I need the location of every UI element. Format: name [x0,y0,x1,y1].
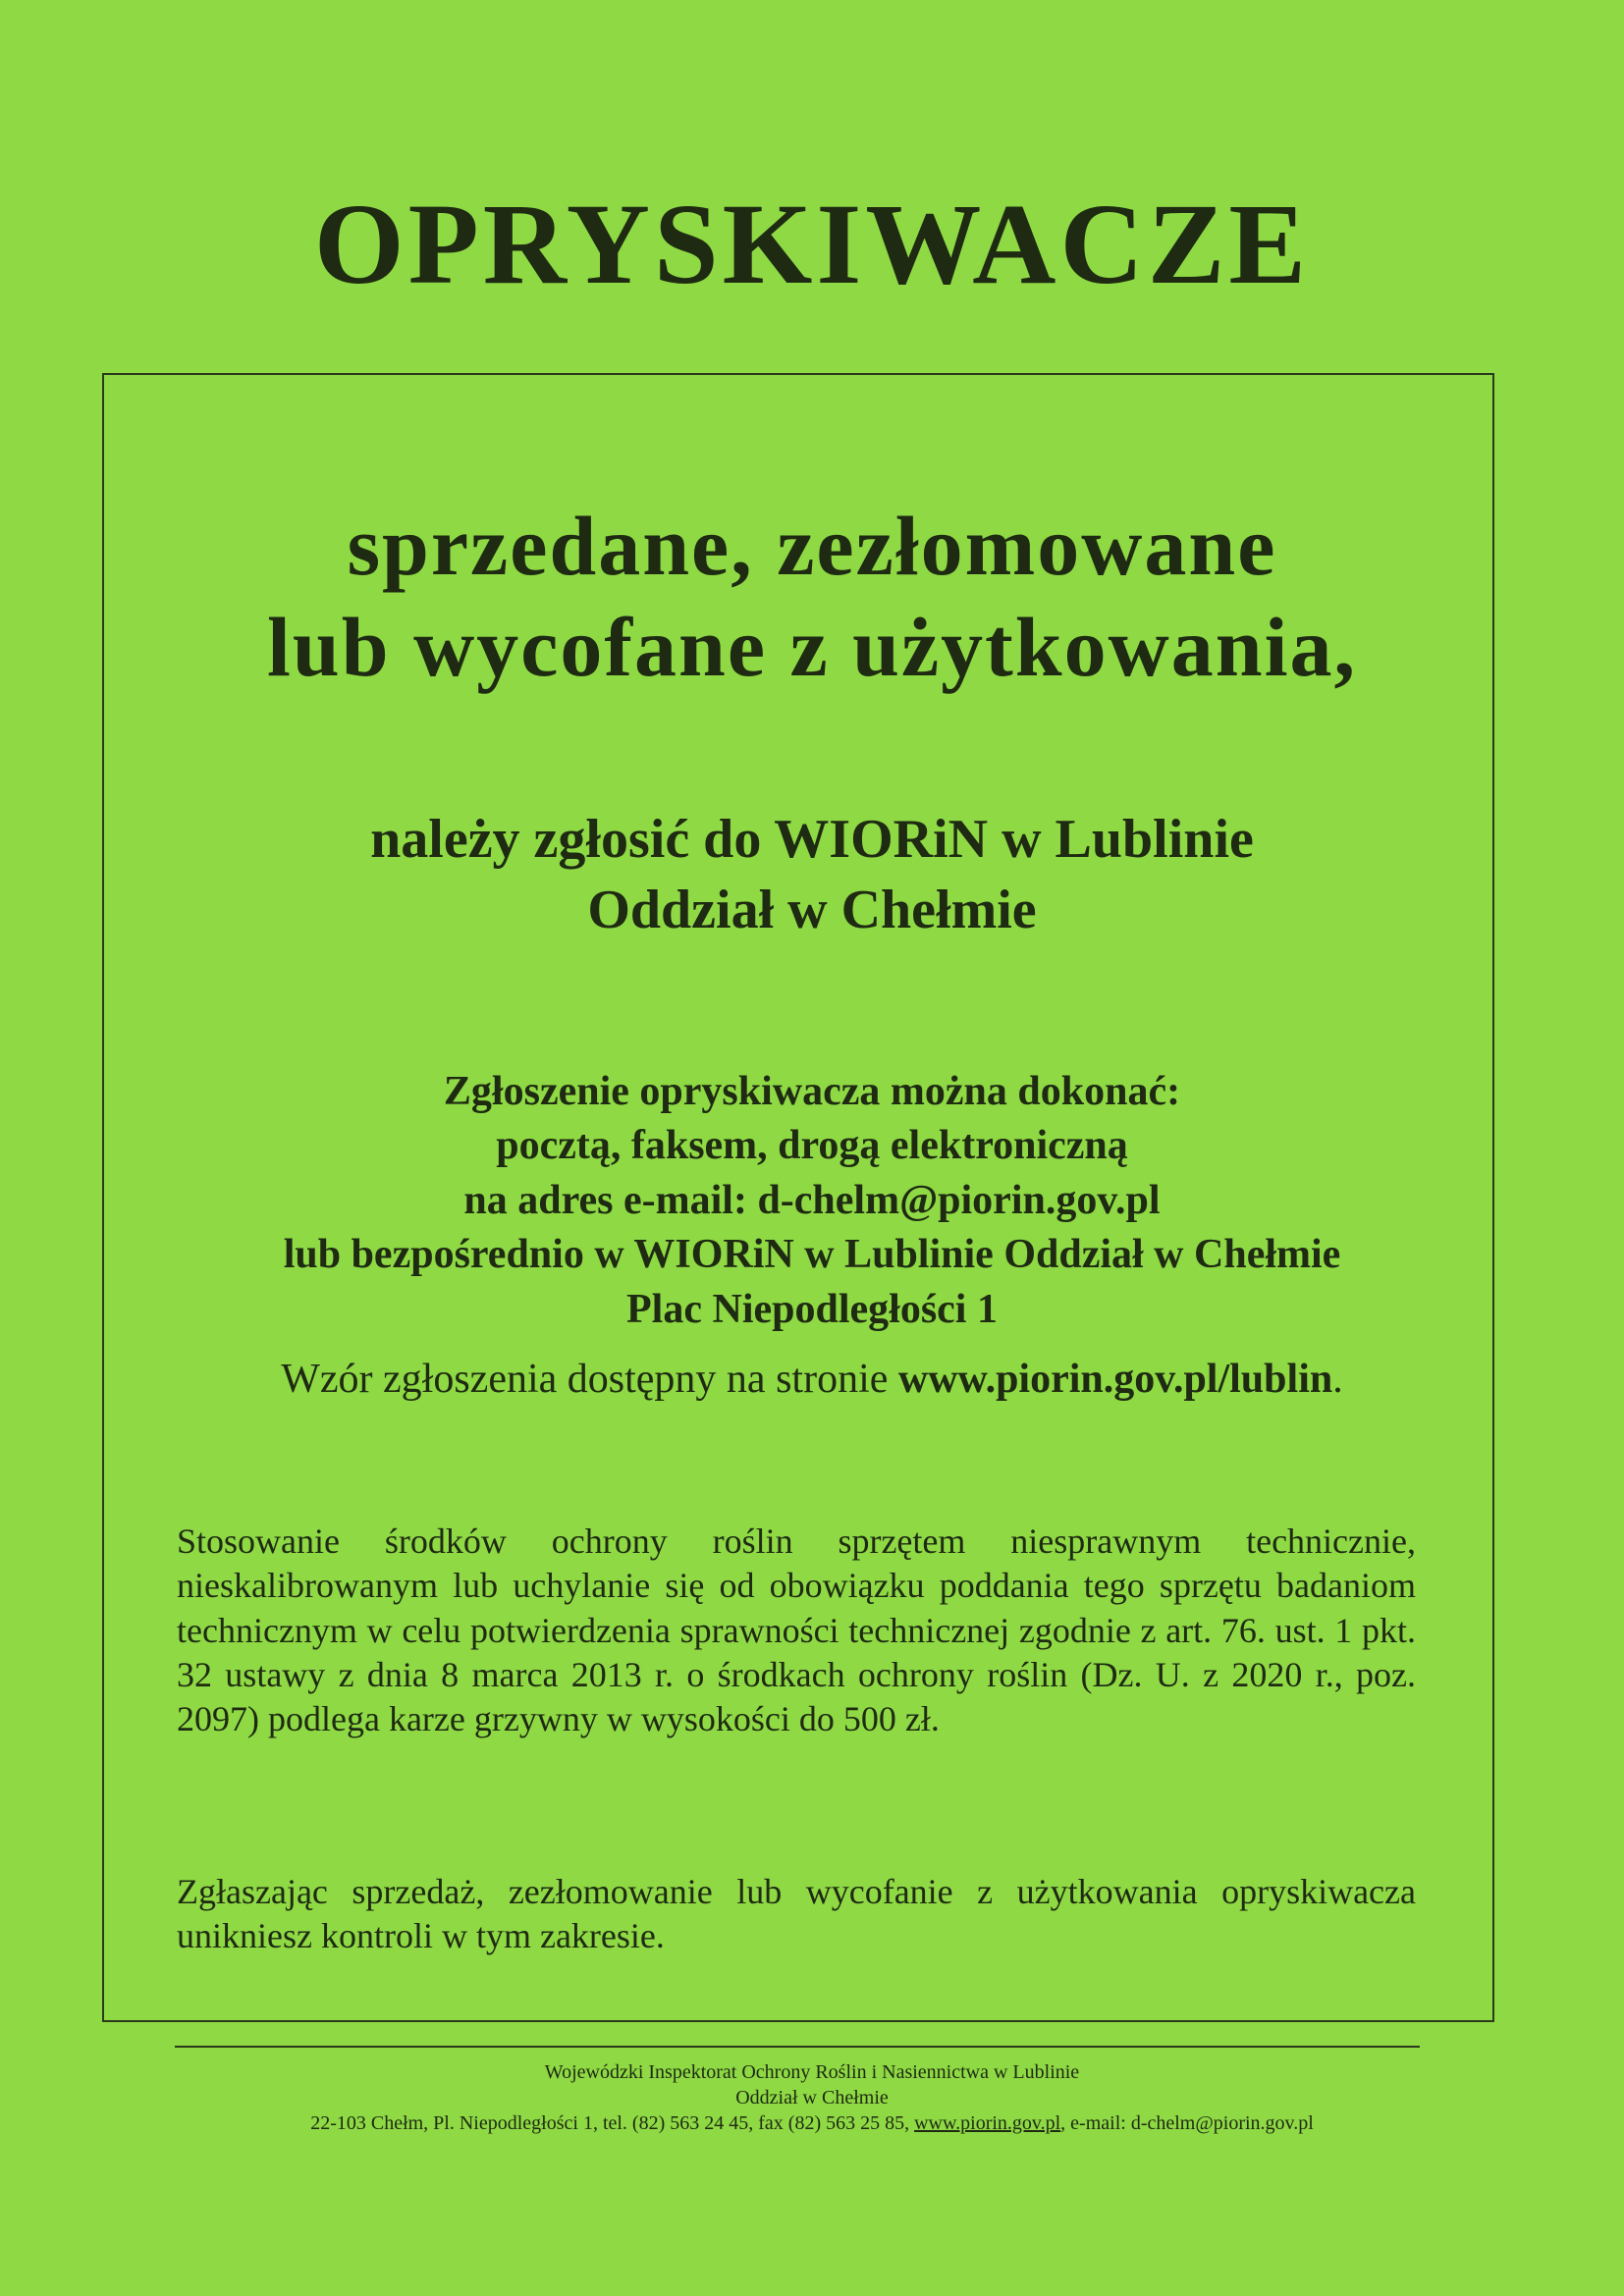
template-url[interactable]: www.piorin.gov.pl/lublin [897,1357,1333,1402]
footer-email: , e-mail: d-chelm@piorin.gov.pl [1060,2112,1314,2134]
submission-line-5: Plac Niepodległości 1 [626,1286,998,1332]
submission-line-2: pocztą, faksem, drogą elektroniczną [496,1123,1128,1169]
notify-block [0,805,1624,945]
footer-line-3 [0,2110,1624,2136]
notify-line-2: Oddział w Chełmie [587,879,1037,940]
template-end: . [1332,1357,1343,1402]
submission-line-1: Zgłoszenie opryskiwacza można dokonać: [443,1069,1181,1114]
headline-line-1: sprzedane, zezłomowane [347,499,1277,593]
template-text: Wzór zgłoszenia dostępny na stronie [281,1357,898,1402]
footer-line-1: Wojewódzki Inspektorat Ochrony Roślin i Nasiennictwa w Lublinie [544,2061,1080,2083]
benefit-paragraph: Zgłaszając sprzedaż, zezłomowanie lub wycofanie z użytkowania opryskiwacza unikniesz kontroli w tym zakresie. [177,1872,1416,1956]
submission-block [0,1065,1624,1337]
notify-line-1: należy zgłosić do WIORiN w Lublinie [370,809,1254,870]
footer [0,2059,1624,2136]
page-title: OPRYSKIWACZE [313,180,1311,308]
headline [0,496,1624,698]
footer-line-2: Oddział w Chełmie [735,2087,889,2109]
submission-line-3: na adres e-mail: d-chelm@piorin.gov.pl [463,1177,1161,1223]
footer-divider [175,2046,1420,2048]
penalty-paragraph: Stosowanie środków ochrony roślin sprzętem niesprawnym technicznie, nieskalibrowanym lub uchylanie się od obowiązku poddania tego sprzętu badaniom technicznym w celu potwierdzenia sprawności technicznej zgodnie z art. 76. ust. 1 pkt. 32 ustawy z dnia 8 marca 2013 r. o środkach ochrony roślin (Dz. U. z 2020 r., poz. 2097) podlega karze grzywny w wysokości do 500 zł. [177,1522,1416,1739]
footer-address: 22-103 Chełm, Pl. Niepodległości 1, tel. (82) 563 24 45, fax (82) 563 25 85, [310,2112,915,2134]
headline-line-2: lub wycofane z użytkowania, [267,600,1357,695]
footer-website-link[interactable]: www.piorin.gov.pl [914,2112,1061,2134]
template-info [0,1355,1624,1404]
submission-line-4: lub bezpośrednio w WIORiN w Lublinie Oddział w Chełmie [283,1232,1341,1278]
